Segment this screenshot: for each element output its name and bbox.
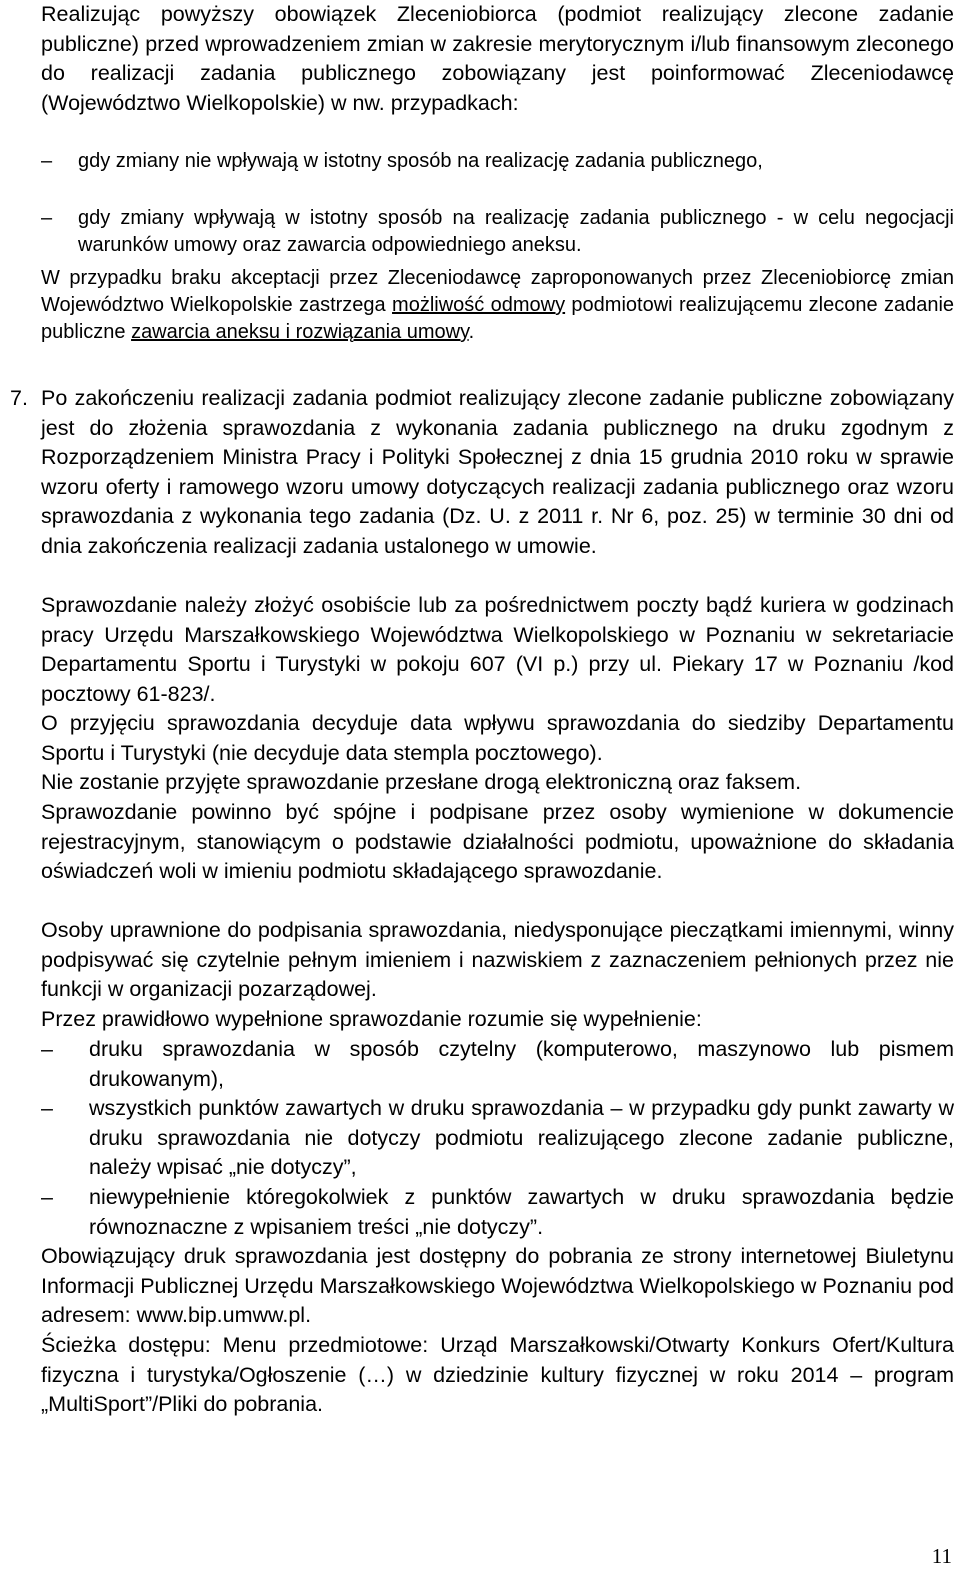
refusal-text-after: . — [468, 321, 475, 343]
case-item-text: gdy zmiany wpływają w istotny sposób na realizację zadania publicznego - w celu negocjacji warunków umowy oraz zawarcia odpowiedniego aneksu. — [78, 207, 954, 256]
dash-bullet: – — [41, 1185, 53, 1209]
section7-paragraph-1: Po zakończeniu realizacji zadania podmiot realizujący zlecone zadanie publiczne zobowiązany jest do złożenia sprawozdania z wykonania zadania publicznego na druku zgodnym z Rozporządzeniem Ministra Pracy i Polityki Społecznej z dnia 15 grudnia 2010 roku w sprawie wzoru oferty i ramowego wzoru umowy dotyczących realizacji zadania publicznego oraz wzoru sprawozdania z wykonania tego zadania (Dz. U. z 2011 r. Nr 6, poz. 25) w terminie 30 dni od dnia zakończenia realizacji zadania ustalonego w umowie. — [41, 386, 954, 558]
section7-paragraph-6: Osoby uprawnione do podpisania sprawozdania, niedysponujące pieczątkami imiennymi, winny podpisywać się czytelnie pełnym imieniem i nazwiskiem z zaznaczeniem pełnionych przez nie funkcji w organizacji pozarządowej. — [41, 918, 954, 1001]
section7-paragraph-7: Przez prawidłowo wypełnione sprawozdanie rozumie się wypełnienie: — [41, 1007, 702, 1031]
intro-paragraph: Realizując powyższy obowiązek Zleceniobiorca (podmiot realizujący zlecone zadanie publiczne) przed wprowadzeniem zmian w zakresie merytorycznym i/lub finansowym zleconego do realizacji zadania publicznego zobowiązany jest poinformować Zleceniodawcę (Województwo Wielkopolskie) w nw. przypadkach: — [41, 2, 954, 115]
requirement-item-2 — [41, 1094, 954, 1183]
page-number: 11 — [931, 1544, 952, 1568]
requirement-item-text: wszystkich punktów zawartych w druku sprawozdania – w przypadku gdy punkt zawarty w druku sprawozdania nie dotyczy podmiotu realizującego zlecone zadanie publiczne, należy wpisać „nie dotyczy”, — [89, 1096, 954, 1179]
requirement-item-1 — [41, 1035, 954, 1094]
requirement-item-text: druku sprawozdania w sposób czytelny (komputerowo, maszynowo lub pismem drukowanym), — [89, 1037, 954, 1091]
dash-bullet: – — [41, 1037, 53, 1061]
section7-paragraph-5: Sprawozdanie powinno być spójne i podpisane przez osoby wymienione w dokumencie rejestracyjnym, stanowiącym o podstawie działalności podmiotu, upoważnione do składania oświadczeń woli w imieniu podmiotu składającego sprawozdanie. — [41, 800, 954, 883]
refusal-text-middle: podmiotowi realizującemu zlecone zadanie publiczne — [41, 294, 955, 343]
section7-paragraph-2: Sprawozdanie należy złożyć osobiście lub za pośrednictwem poczty bądź kuriera w godzinach pracy Urzędu Marszałkowskiego Województwa Wielkopolskiego w Poznaniu w sekretariacie Departamentu Sportu i Turystyki w pokoju 607 (VI p.) przy ul. Piekary 17 w Poznaniu /kod pocztowy 61-823/. — [41, 593, 954, 706]
section7-paragraph-8: Obowiązujący druk sprawozdania jest dostępny do pobrania ze strony internetowej Biuletynu Informacji Publicznej Urzędu Marszałkowskiego Województwa Wielkopolskiego w Poznaniu pod adresem: www.bip.umww.pl. — [41, 1244, 954, 1327]
requirement-item-text: niewypełnienie któregokolwiek z punktów zawartych w druku sprawozdania będzie równoznaczne z wpisaniem treści „nie dotyczy”. — [89, 1185, 954, 1239]
section-number: 7. — [10, 386, 28, 410]
section7-paragraph-9: Ścieżka dostępu: Menu przedmiotowe: Urząd Marszałkowski/Otwarty Konkurs Ofert/Kultura fizyczna i turystyka/Ogłoszenie (…) w dziedzinie kultury fizycznej w roku 2014 – program „MultiSport”/Pliki do pobrania. — [41, 1333, 954, 1416]
section7-paragraph-3: O przyjęciu sprawozdania decyduje data wpływu sprawozdania do siedziby Departamentu Sportu i Turystyki (nie decyduje data stempla pocztowego). — [41, 711, 954, 765]
refusal-underlined-1: możliwość odmowy — [392, 294, 566, 316]
requirement-item-3 — [41, 1183, 954, 1242]
dash-bullet: – — [41, 207, 53, 229]
refusal-text-before: W przypadku braku akceptacji przez Zleceniodawcę zaproponowanych przez Zleceniobiorcę zmian Województwo Wielkopolskie zastrzega — [41, 267, 954, 316]
dash-bullet: – — [41, 1096, 53, 1120]
refusal-paragraph — [41, 265, 954, 346]
refusal-underlined-2: zawarcia aneksu i rozwiązania umowy — [131, 321, 469, 343]
case-item-text: gdy zmiany nie wpływają w istotny sposób na realizację zadania publicznego, — [78, 150, 763, 172]
dash-bullet: – — [41, 150, 53, 172]
section7-paragraph-4: Nie zostanie przyjęte sprawozdanie przesłane drogą elektroniczną oraz faksem. — [41, 770, 802, 794]
case-item-1 — [41, 148, 954, 175]
case-item-2 — [41, 205, 954, 259]
